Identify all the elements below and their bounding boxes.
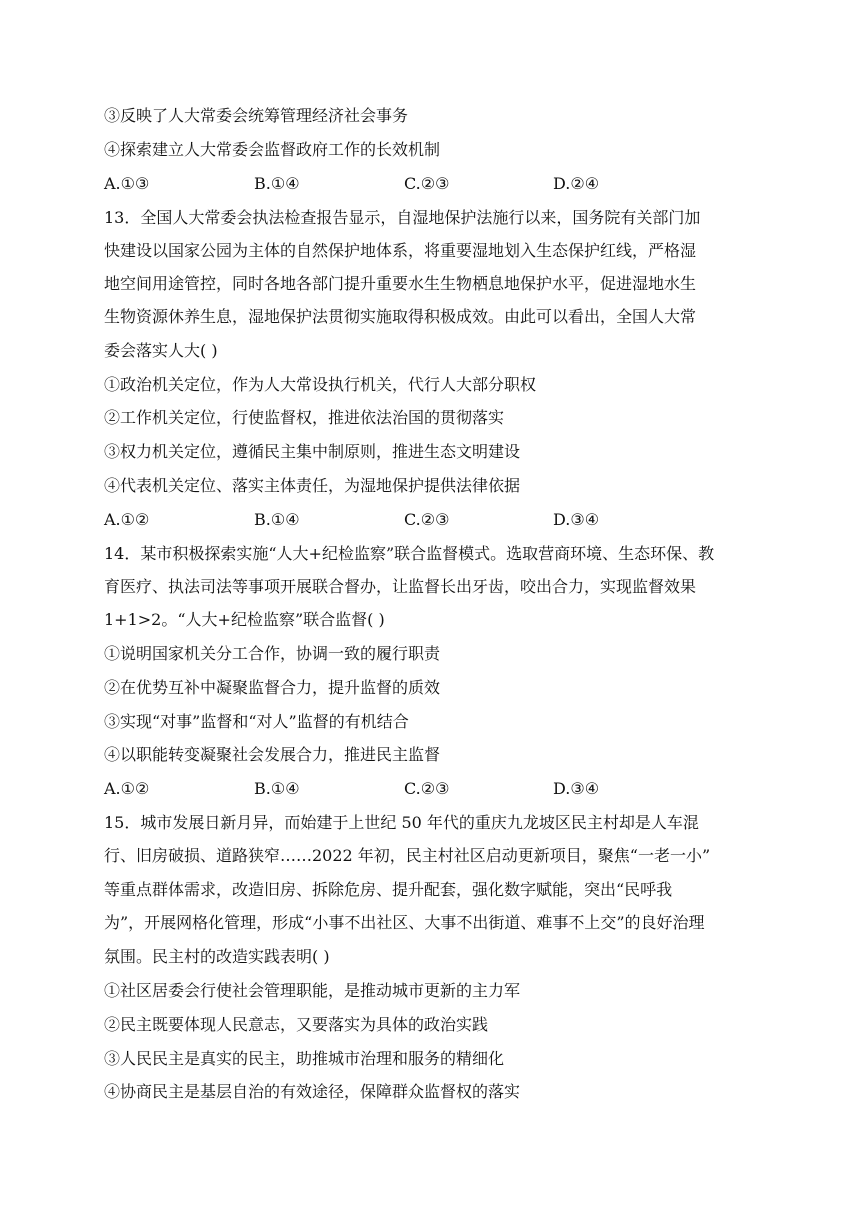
q14-option-d: D.③④ bbox=[553, 779, 600, 798]
q12-option-d: D.②④ bbox=[553, 174, 600, 193]
q12-item-4: ④探索建立人大常委会监督政府工作的长效机制 bbox=[104, 140, 441, 159]
q13-stem-line-2: 快建设以国家公园为主体的自然保护地体系，将重要湿地划入生态保护红线，严格湿 bbox=[104, 241, 697, 260]
q13-stem-line-3: 地空间用途管控，同时各地各部门提升重要水生生物栖息地保护水平，促进湿地水生 bbox=[104, 274, 697, 293]
q15-stem-line-2: 行、旧房破损、道路狭窄……2022 年初，民主村社区启动更新项目，聚焦“一老一小” bbox=[104, 846, 711, 865]
q14-stem-line-1: 14．某市积极探索实施“人大+纪检监察”联合监督模式。选取营商环境、生态环保、教 bbox=[104, 544, 715, 563]
q15-stem-line-4: 为”，开展网格化管理，形成“小事不出社区、大事不出街道、难事不上交”的良好治理 bbox=[104, 913, 705, 932]
q13-stem-line-4: 生物资源休养生息，湿地保护法贯彻实施取得积极成效。由此可以看出，全国人大常 bbox=[104, 307, 697, 326]
q15-stem-line-3: 等重点群体需求，改造旧房、拆除危房、提升配套，强化数字赋能，突出“民呼我 bbox=[104, 880, 673, 899]
q14-item-1: ①说明国家机关分工合作，协调一致的履行职责 bbox=[104, 644, 441, 663]
q13-item-3: ③权力机关定位，遵循民主集中制原则，推进生态文明建设 bbox=[104, 442, 521, 461]
q13-option-a: A.①② bbox=[104, 510, 150, 529]
q14-stem-line-3: 1+1>2。“人大+纪检监察”联合监督( ) bbox=[104, 610, 385, 629]
q14-option-b: B.①④ bbox=[254, 779, 300, 798]
q13-option-d: D.③④ bbox=[553, 510, 600, 529]
q13-option-b: B.①④ bbox=[254, 510, 300, 529]
q12-option-c: C.②③ bbox=[404, 174, 450, 193]
q12-options bbox=[104, 174, 754, 194]
q15-item-1: ①社区居委会行使社会管理职能，是推动城市更新的主力军 bbox=[104, 981, 521, 1000]
q15-item-3: ③人民民主是真实的民主，助推城市治理和服务的精细化 bbox=[104, 1049, 505, 1068]
q13-item-1: ①政治机关定位，作为人大常设执行机关，代行人大部分职权 bbox=[104, 375, 537, 394]
q15-stem-line-1: 15．城市发展日新月异，而始建于上世纪 50 年代的重庆九龙坡区民主村却是人车混 bbox=[104, 813, 699, 832]
q14-item-4: ④以职能转变凝聚社会发展合力，推进民主监督 bbox=[104, 745, 441, 764]
q14-option-a: A.①② bbox=[104, 779, 150, 798]
q13-option-c: C.②③ bbox=[404, 510, 450, 529]
q14-stem-line-2: 育医疗、执法司法等事项开展联合督办，让监督长出牙齿，咬出合力，实现监督效果 bbox=[104, 577, 697, 596]
q12-option-b: B.①④ bbox=[254, 174, 300, 193]
q12-option-a: A.①③ bbox=[104, 174, 150, 193]
q15-item-2: ②民主既要体现人民意志，又要落实为具体的政治实践 bbox=[104, 1015, 489, 1034]
q14-item-2: ②在优势互补中凝聚监督合力，提升监督的质效 bbox=[104, 678, 441, 697]
q14-option-c: C.②③ bbox=[404, 779, 450, 798]
q14-item-3: ③实现“对事”监督和“对人”监督的有机结合 bbox=[104, 712, 409, 731]
q14-options bbox=[104, 779, 754, 799]
q13-item-4: ④代表机关定位、落实主体责任，为湿地保护提供法律依据 bbox=[104, 476, 521, 495]
q13-options bbox=[104, 510, 754, 530]
q13-item-2: ②工作机关定位，行使监督权，推进依法治国的贯彻落实 bbox=[104, 408, 505, 427]
q15-item-4: ④协商民主是基层自治的有效途径，保障群众监督权的落实 bbox=[104, 1082, 521, 1101]
q13-stem-line-1: 13．全国人大常委会执法检查报告显示，自湿地保护法施行以来，国务院有关部门加 bbox=[104, 208, 701, 227]
q13-stem-line-5: 委会落实人大( ) bbox=[104, 341, 218, 360]
q15-stem-line-5: 氛围。民主村的改造实践表明( ) bbox=[104, 947, 330, 966]
q12-item-3: ③反映了人大常委会统筹管理经济社会事务 bbox=[104, 106, 409, 125]
